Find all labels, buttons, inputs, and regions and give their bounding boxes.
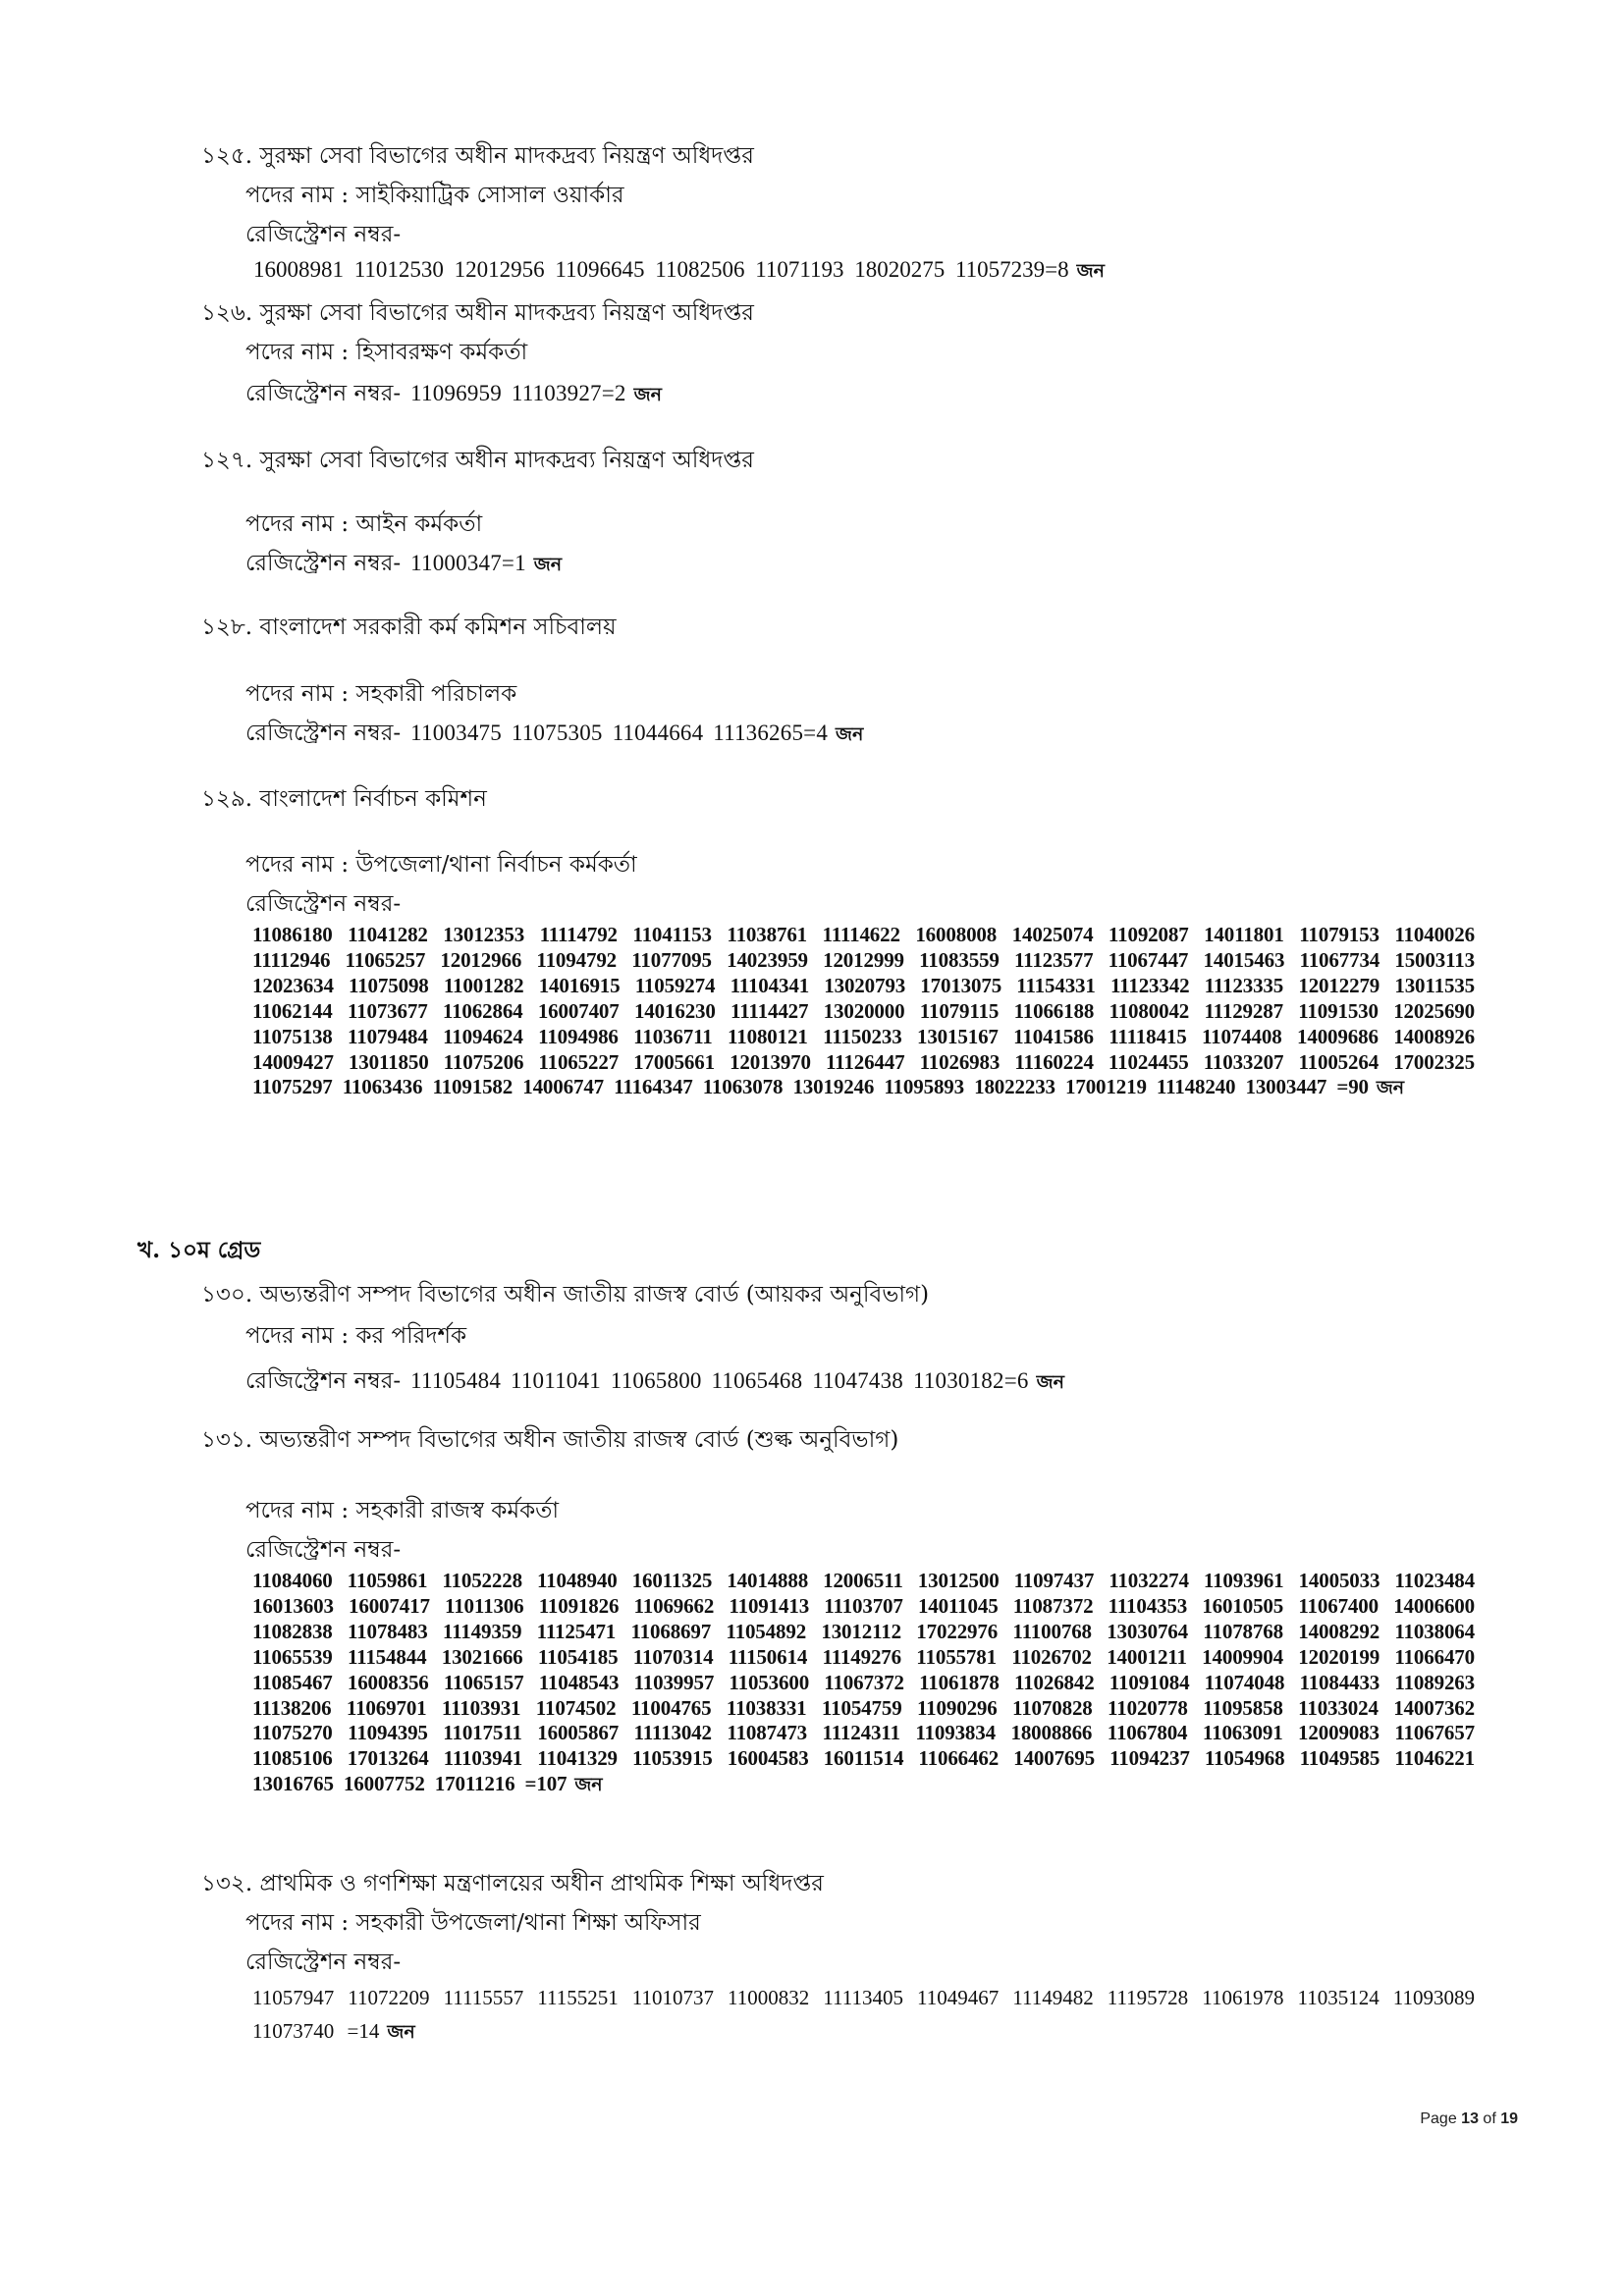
page-footer xyxy=(1420,2110,1518,2128)
item-126-reg-numbers: 11096959 11103927=2 xyxy=(410,381,626,405)
page-footer-of: of xyxy=(1478,2110,1501,2127)
item-132-reg-numbers: 11057947 11072209 11115557 11155251 11010737 11000832 11113405 11049467 11149482 11195728 11061978 11035124 11093089 11073740 =14 xyxy=(252,1986,1475,2043)
page-total-number: 19 xyxy=(1500,2110,1518,2127)
item-130-reg-label: রেজিস্ট্রেশন নম্বর- xyxy=(245,1368,402,1394)
item-128-reg-numbers: 11003475 11075305 11044664 11136265=4 xyxy=(410,721,829,745)
item-130-post: পদের নাম : কর পরিদর্শক xyxy=(245,1323,467,1349)
item-126-heading: ১২৬. সুরক্ষা সেবা বিভাগের অধীন মাদকদ্রব্য নিয়ন্ত্রণ অধিদপ্তর xyxy=(201,300,754,326)
item-130-heading: ১৩০. অভ্যন্তরীণ সম্পদ বিভাগের অধীন জাতীয় রাজস্ব বোর্ড (আয়কর অনুবিভাগ) xyxy=(201,1282,930,1308)
item-131-reg-numbers: 11084060 11059861 11052228 11048940 16011325 14014888 12006511 13012500 11097437 11032274 11093961 14005033 11023484 16013603 16007417 11011306 11091826 11069662 11091413 11103707 14011045 11087372 11104353 16010505 11067400 14006600 11082838 11078483 11149359 11125471 11068697 11054892 13012112 17022976 11100768 13030764 11078768 14008292 11038064 11065539 11154844 13021666 11054185 11070314 11150614 11149276 11055781 11026702 14001211 14009904 12020199 11066470 11085467 16008356 11065157 11048543 11039957 11053600 11067372 11061878 11026842 11091084 11074048 11084433 11089263 11138206 11069701 11103931 11074502 11004765 11038331 11054759 11090296 11070828 11020778 11095858 11033024 14007362 11075270 11094395 11017511 16005867 11113042 11087473 11124311 11093834 18008866 11067804 11063091 12009083 11067657 11085106 17013264 11103941 11041329 11053915 16004583 16011514 11066462 14007695 11094237 11054968 11049585 11046221 13016765 16007752 17011216 =107 xyxy=(252,1569,1475,1796)
item-126-reg-label: রেজিস্ট্রেশন নম্বর- xyxy=(245,381,402,406)
item-127-reg-row xyxy=(245,545,562,583)
item-126-unit: জন xyxy=(633,384,662,405)
item-131-numbers xyxy=(252,1569,1475,1798)
item-130-reg-row xyxy=(245,1362,1064,1401)
page-footer-prefix: Page xyxy=(1420,2110,1462,2127)
page-current-number: 13 xyxy=(1461,2110,1479,2127)
item-125-heading: ১২৫. সুরক্ষা সেবা বিভাগের অধীন মাদকদ্রব্য নিয়ন্ত্রণ অধিদপ্তর xyxy=(201,143,754,169)
item-128-unit: জন xyxy=(836,723,864,745)
item-125-unit: জন xyxy=(1076,260,1105,282)
item-127-post: পদের নাম : আইন কর্মকর্তা xyxy=(245,511,483,537)
item-127-unit: জন xyxy=(533,554,563,575)
item-125-numbers xyxy=(253,257,1461,289)
item-130-unit: জন xyxy=(1036,1371,1064,1393)
item-128-reg-row xyxy=(245,715,863,753)
item-132-reg-label: রেজিস্ট্রেশন নম্বর- xyxy=(245,1949,402,1975)
item-130-reg-numbers: 11105484 11011041 11065800 11065468 11047438 11030182=6 xyxy=(410,1368,1029,1393)
section-heading-10th-grade: খ. ১০ম গ্রেড xyxy=(137,1237,261,1263)
item-127-heading: ১২৭. সুরক্ষা সেবা বিভাগের অধীন মাদকদ্রব্য নিয়ন্ত্রণ অধিদপ্তর xyxy=(201,448,754,473)
item-127-reg-label: রেজিস্ট্রেশন নম্বর- xyxy=(245,551,402,576)
item-128-reg-label: রেজিস্ট্রেশন নম্বর- xyxy=(245,721,402,746)
item-129-heading: ১২৯. বাংলাদেশ নির্বাচন কমিশন xyxy=(201,786,487,812)
item-131-heading: ১৩১. অভ্যন্তরীণ সম্পদ বিভাগের অধীন জাতীয় রাজস্ব বোর্ড (শুল্ক অনুবিভাগ) xyxy=(201,1427,899,1453)
item-129-numbers xyxy=(252,923,1475,1101)
item-131-unit: জন xyxy=(574,1774,603,1796)
item-132-post: পদের নাম : সহকারী উপজেলা/থানা শিক্ষা অফিসার xyxy=(245,1910,701,1936)
item-127-reg-numbers: 11000347=1 xyxy=(410,551,526,575)
item-128-heading: ১২৮. বাংলাদেশ সরকারী কর্ম কমিশন সচিবালয় xyxy=(201,614,617,640)
item-128-post: পদের নাম : সহকারী পরিচালক xyxy=(245,681,517,707)
item-129-reg-label: রেজিস্ট্রেশন নম্বর- xyxy=(245,891,402,917)
item-132-heading: ১৩২. প্রাথমিক ও গণশিক্ষা মন্ত্রণালয়ের অধীন প্রাথমিক শিক্ষা অধিদপ্তর xyxy=(201,1871,824,1896)
item-125-post: পদের নাম : সাইকিয়াট্রিক সোসাল ওয়ার্কার xyxy=(245,183,624,208)
item-131-post: পদের নাম : সহকারী রাজস্ব কর্মকর্তা xyxy=(245,1498,560,1523)
item-126-reg-row xyxy=(245,375,662,413)
item-129-reg-numbers: 11086180 11041282 13012353 11114792 11041153 11038761 11114622 16008008 14025074 11092087 14011801 11079153 11040026 11112946 11065257 12012966 11094792 11077095 14023959 12012999 11083559 11123577 11067447 14015463 11067734 15003113 12023634 11075098 11001282 14016915 11059274 11104341 13020793 17013075 11154331 11123342 11123335 12012279 13011535 11062144 11073677 11062864 16007407 14016230 11114427 13020000 11079115 11066188 11080042 11129287 11091530 12025690 11075138 11079484 11094624 11094986 11036711 11080121 11150233 13015167 11041586 11118415 11074408 14009686 14008926 14009427 13011850 11075206 11065227 17005661 12013970 11126447 11026983 11160224 11024455 11033207 11005264 17002325 11075297 11063436 11091582 14006747 11164347 11063078 13019246 11095893 18022233 17001219 11148240 13003447 =90 xyxy=(252,923,1475,1099)
item-129-unit: জন xyxy=(1376,1077,1404,1099)
item-132-numbers xyxy=(252,1981,1475,2049)
item-129-post: পদের নাম : উপজেলা/থানা নির্বাচন কর্মকর্তা xyxy=(245,852,637,878)
item-125-reg-label: রেজিস্ট্রেশন নম্বর- xyxy=(245,222,402,247)
item-131-reg-label: রেজিস্ট্রেশন নম্বর- xyxy=(245,1537,402,1563)
item-126-post: পদের নাম : হিসাবরক্ষণ কর্মকর্তা xyxy=(245,340,528,365)
item-132-unit: জন xyxy=(387,2021,415,2043)
item-125-reg-numbers: 16008981 11012530 12012956 11096645 11082506 11071193 18020275 11057239=8 xyxy=(253,257,1069,282)
